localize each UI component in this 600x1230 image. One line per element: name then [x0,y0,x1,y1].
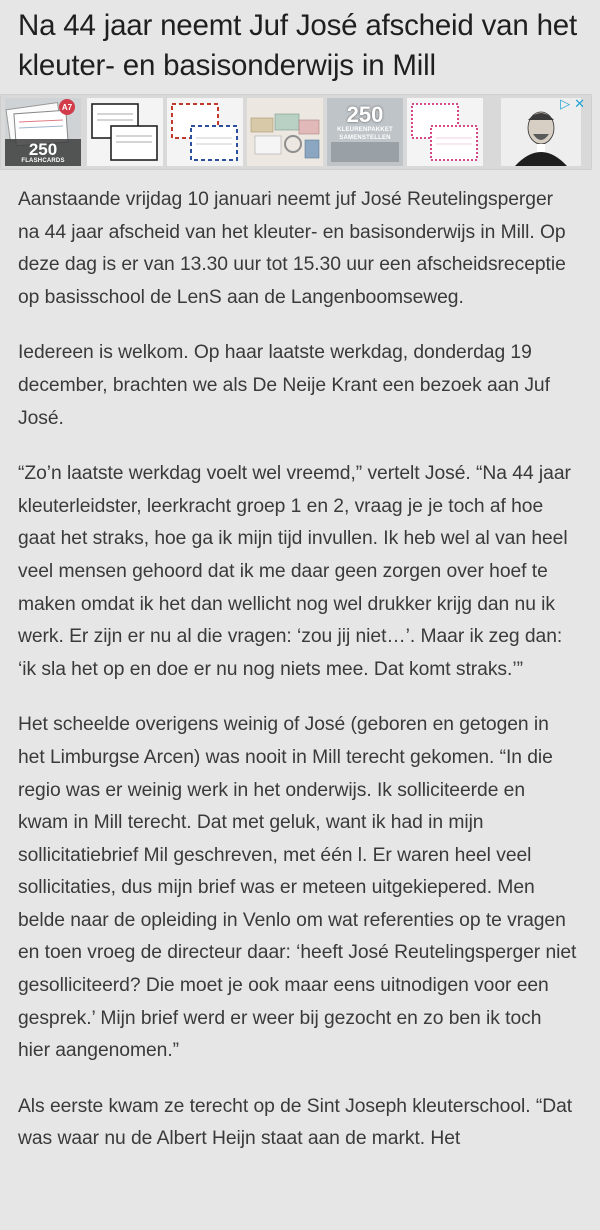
ad-caption-line-1: KLEURENPAKKET [337,127,393,133]
article-body [18,184,578,1179]
ad-tile-label [327,102,403,143]
stationery-photo-image [247,98,323,166]
ad-tile-pink-cards[interactable] [407,98,483,166]
blank-cards-image [87,98,163,166]
airmail-cards-image [167,98,243,166]
article-headline: Na 44 jaar neemt Juf José afscheid van het kleuter- en basisonderwijs in Mill [18,9,577,82]
ad-tile-blank-cards[interactable] [87,98,163,166]
ad-count: 250 [346,102,384,127]
article-paragraph: Als eerste kwam ze terecht op de Sint Joseph kleuterschool. “Dat was waar nu de Albert Heijn staat aan de markt. Het [18,1095,573,1150]
pink-cards-image [407,98,483,166]
ad-caption-line-2: SAMENSTELLEN [339,135,391,141]
article-paragraph: Iedereen is welkom. Op haar laatste werkdag, donderdag 19 december, brachten we als De Neije Krant een bezoek aan Juf José. [18,342,550,429]
article-paragraph: Het scheelde overigens weinig of José (geboren en getogen in het Limburgse Arcen) was nooit in Mill terecht gekomen. “In die regio was er weinig werk in het onderwijs. Ik solliciteerde en kwam in Mill terecht. Dat met geluk, want ik had in mijn sollicitatiebrief Mil geschreven, met één l. Er waren heel veel sollicitaties, dus mijn brief was er meteen uitgekiepered. Men belde naar de opleiding in Venlo om wat referenties op te vragen en toen vroeg de directeur daar: ‘heeft José Reutelingsperger niet gesolliciteerd? Die moet je ook maar eens uitnodigen voor een gesprek.’ Mijn brief werd er weer bij gezocht en zo ben ik toch hier aangenomen.” [18,714,577,1062]
ad-caption: FLASHCARDS [21,158,65,164]
adchoices-icon[interactable]: ▷ [560,96,571,111]
article-paragraph: “Zo’n laatste werkdag voelt wel vreemd,” vertelt José. “Na 44 jaar kleuterleidster, leerkracht groep 1 en 2, vraag je je toch af hoe gaat het straks, hoe ga ik mijn tijd invullen. Ik heb wel al van heel veel mensen gehoord dat ik me daar geen zorgen over hoef te maken omdat ik het dan wellicht nog wel drukker krijg dan nu ik werk. Er zijn er nu al die vragen: ‘zou jij niet…’. Maar ik zeg dan: ‘ik sla het op en doe er nu nog niets mee. Dat komt straks.’” [18,463,571,680]
ad-banner[interactable] [0,94,592,170]
ad-count: 250 [28,140,58,159]
ad-tile-label [5,139,81,166]
close-icon[interactable]: ✕ [574,96,585,111]
ad-tile-stationery-photo[interactable] [247,98,323,166]
article-paragraph: Aanstaande vrijdag 10 januari neemt juf José Reutelingsperger na 44 jaar afscheid van het kleuter- en basisonderwijs in Mill. Op deze dag is er van 13.30 uur tot 15.30 uur een afscheidsreceptie op basisschool de LenS aan de Langenboomseweg. [18,189,566,308]
ad-tile-flashcards-a7[interactable] [5,98,81,166]
ad-tile-color-pack[interactable] [327,98,403,166]
a7-badge-text: A7 [61,103,73,112]
ad-choices-controls[interactable] [556,97,585,110]
ad-tile-airmail-cards[interactable] [167,98,243,166]
